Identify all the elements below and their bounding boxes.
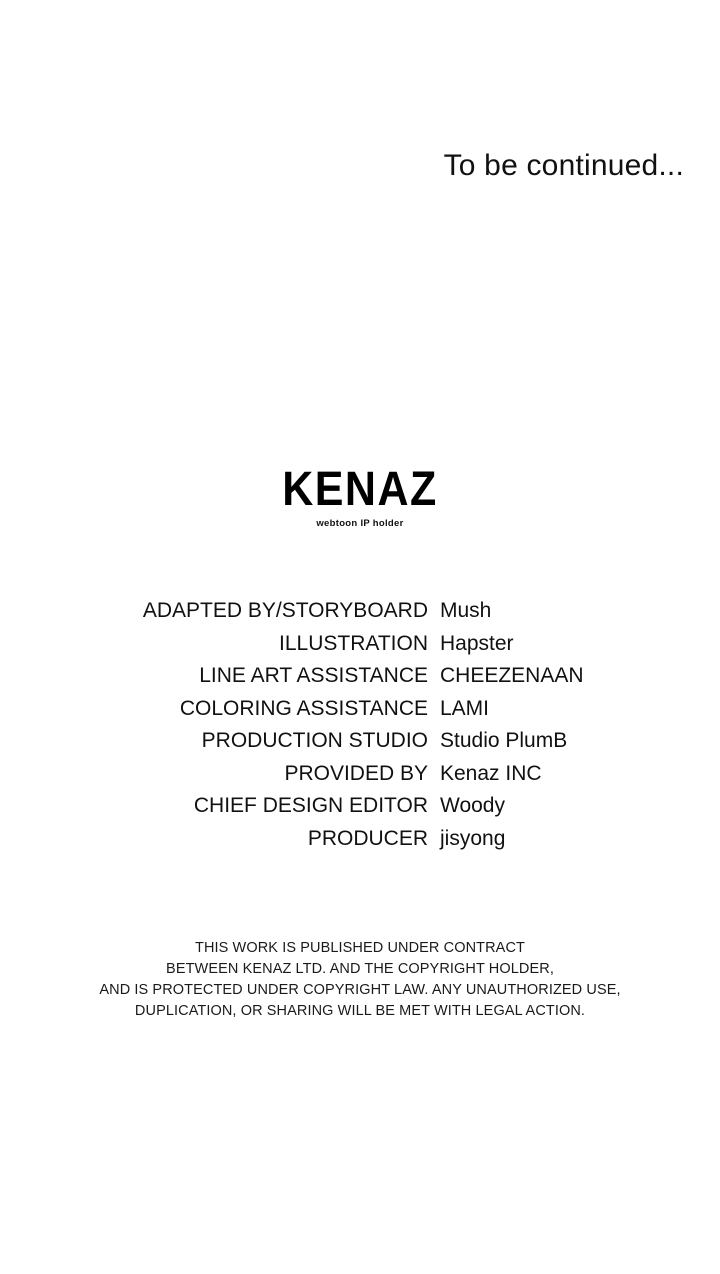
legal-line: THIS WORK IS PUBLISHED UNDER CONTRACT bbox=[195, 940, 525, 956]
legal-line: AND IS PROTECTED UNDER COPYRIGHT LAW. ANY UNAUTHORIZED USE, bbox=[99, 982, 621, 998]
credit-name: Studio PlumB bbox=[440, 729, 568, 752]
legal-line: DUPLICATION, OR SHARING WILL BE MET WITH LEGAL ACTION. bbox=[134, 1003, 586, 1019]
credit-row bbox=[140, 761, 580, 787]
credit-name: CHEEZENAAN bbox=[440, 664, 584, 687]
credit-row bbox=[140, 728, 580, 754]
credit-name: Woody bbox=[440, 794, 505, 817]
credit-role: PROVIDED BY bbox=[284, 761, 428, 785]
credit-name: Kenaz INC bbox=[440, 761, 542, 785]
credit-row bbox=[140, 826, 580, 852]
legal-line: BETWEEN KENAZ LTD. AND THE COPYRIGHT HOLDER, bbox=[166, 961, 554, 977]
credit-role: ILLUSTRATION bbox=[279, 631, 428, 655]
to-be-continued-text: To be continued... bbox=[443, 149, 684, 182]
credit-row bbox=[140, 631, 580, 657]
credit-name: jisyong bbox=[440, 826, 506, 850]
credit-role: ADAPTED BY/STORYBOARD bbox=[142, 599, 428, 622]
credit-row bbox=[140, 696, 580, 722]
credit-role: LINE ART ASSISTANCE bbox=[199, 664, 428, 687]
credit-role: CHIEF DESIGN EDITOR bbox=[193, 794, 428, 817]
credit-row bbox=[140, 598, 580, 624]
legal-notice bbox=[0, 938, 720, 1022]
kenaz-logo bbox=[0, 462, 720, 529]
credit-name: Hapster bbox=[440, 631, 514, 655]
credit-row bbox=[140, 663, 584, 689]
credit-role: PRODUCTION STUDIO bbox=[201, 729, 428, 752]
credit-row bbox=[140, 793, 580, 819]
credit-role: COLORING ASSISTANCE bbox=[179, 696, 428, 720]
kenaz-wordmark: KENAZ bbox=[282, 462, 438, 517]
kenaz-tagline: webtoon IP holder bbox=[316, 518, 404, 529]
credit-role: PRODUCER bbox=[307, 826, 428, 850]
credit-name: Mush bbox=[440, 599, 492, 622]
credits-list bbox=[0, 598, 720, 858]
credit-name: LAMI bbox=[440, 696, 490, 720]
